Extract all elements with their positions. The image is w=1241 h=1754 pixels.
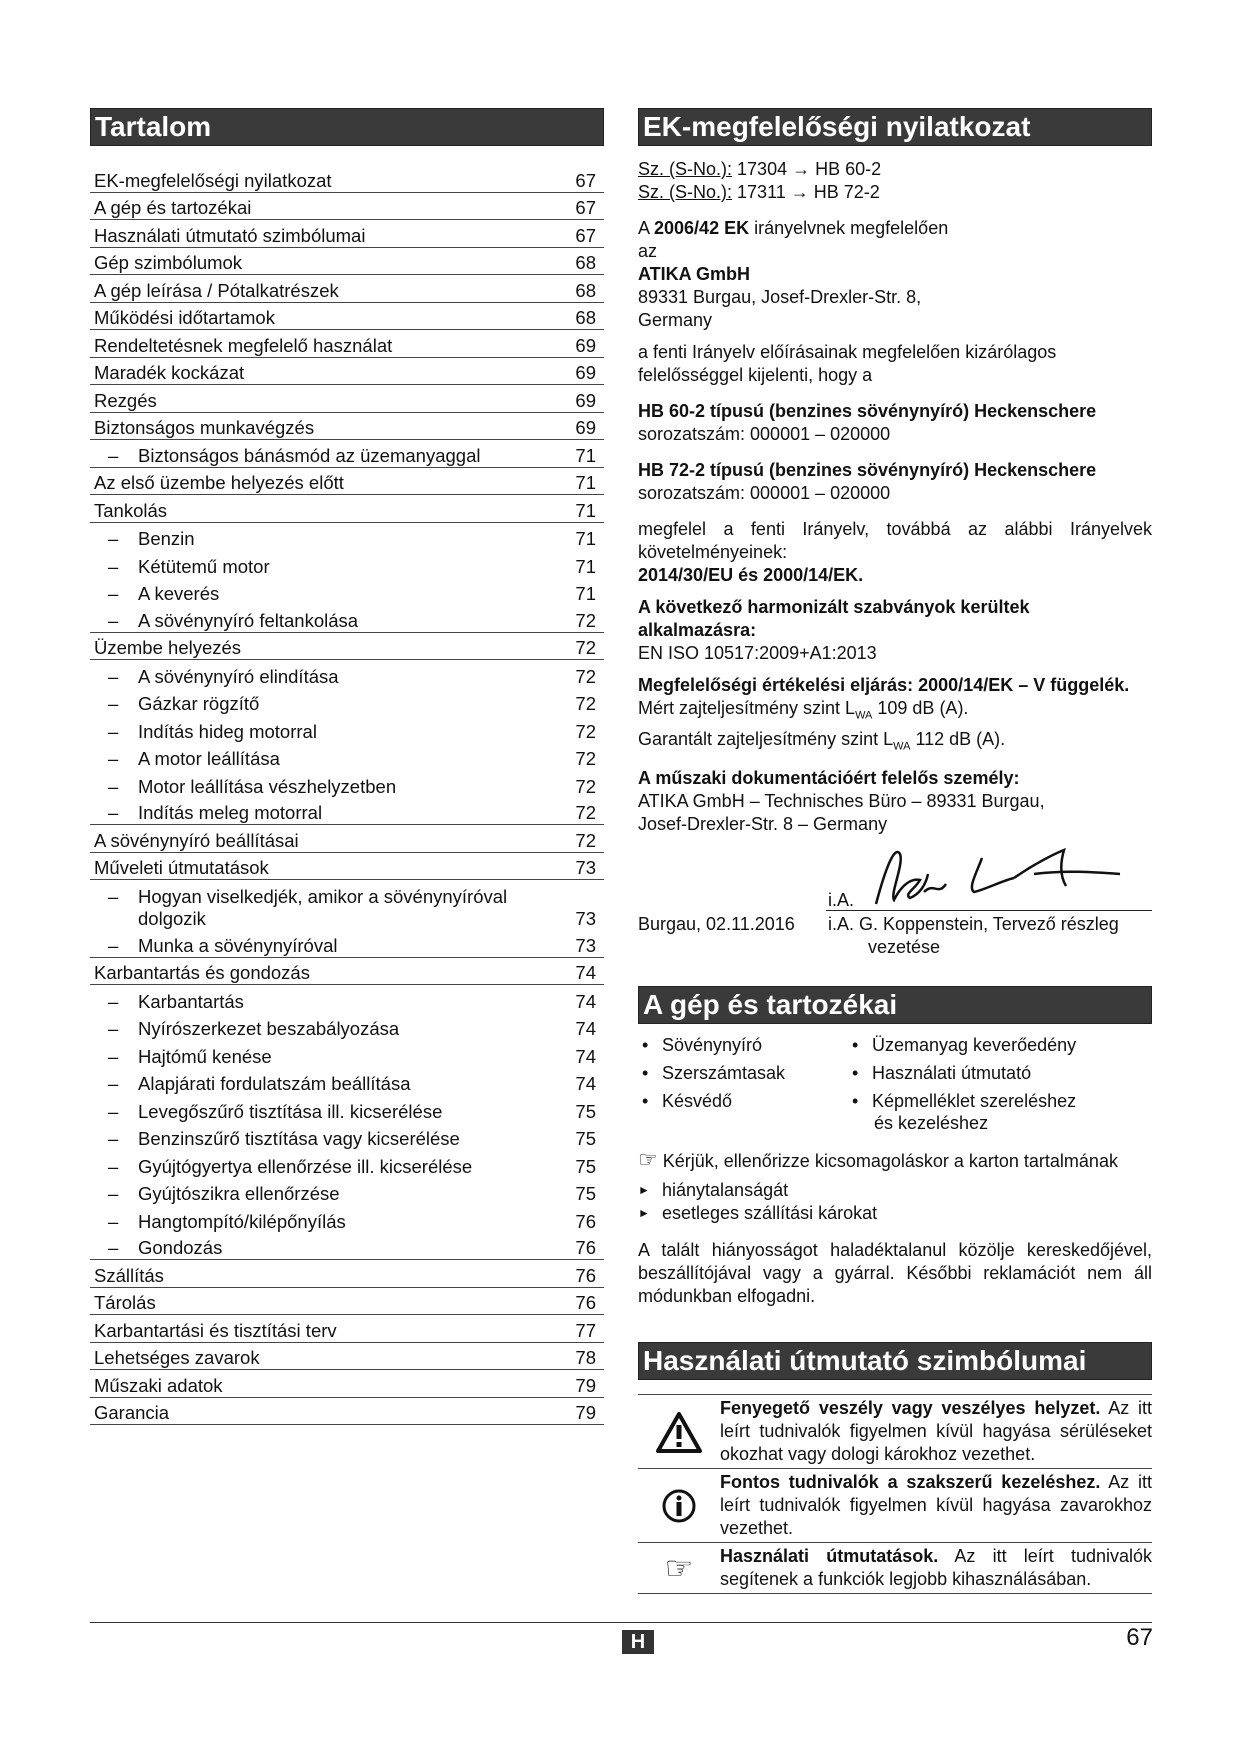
toc-row <box>90 825 604 853</box>
symbol-desc: Az itt leírt tudnivalók figyelmen kívül hagyása sérüléseket okozhat vagy dologi károkhoz vezethet. <box>720 1398 1152 1465</box>
toc-entry-page: 72 <box>575 748 596 769</box>
toc-entry-page: 75 <box>575 1183 596 1204</box>
toc-entry-page: 69 <box>575 334 596 356</box>
toc-entry-page: 76 <box>575 1264 596 1286</box>
toc-entry-title: Tárolás <box>94 1292 156 1313</box>
toc-row <box>90 468 604 496</box>
toc-entry-page: 76 <box>575 1237 596 1258</box>
toc-entry-title: – Hogyan viselkedjék, amikor a sövénynyíróval dolgozik <box>108 886 508 929</box>
toc-row <box>90 798 604 826</box>
place-date: Burgau, 02.11.2016 <box>638 914 795 935</box>
toc-row <box>90 1288 604 1316</box>
toc-entry-page: 72 <box>575 775 596 797</box>
list-item: ► esetleges szállítási károkat <box>638 1202 1152 1225</box>
serial-1: sorozatszám: 000001 – 020000 <box>638 424 891 444</box>
page-number: 67 <box>1126 1624 1153 1651</box>
footer-divider <box>90 1622 1152 1623</box>
toc-entry-title: EK-megfelelőségi nyilatkozat <box>94 169 332 191</box>
toc-row <box>90 330 604 358</box>
toc-entry-title: – Hajtómű kenése <box>94 1046 272 1068</box>
toc-row <box>90 358 604 386</box>
docs-line-2: Josef-Drexler-Str. 8 – Germany <box>638 814 888 835</box>
toc-entry-page: 67 <box>575 197 596 218</box>
symbol-title: Használati útmutatások. <box>720 1546 939 1567</box>
toc-entry-page: 71 <box>575 528 596 549</box>
toc-row <box>90 303 604 331</box>
signature-area <box>638 840 1152 958</box>
accessories-list <box>638 1034 1152 1134</box>
toc-entry-title: – Gyújtószikra ellenőrzése <box>94 1183 340 1205</box>
toc-row <box>90 743 604 771</box>
toc-entry-page: 73 <box>575 908 596 929</box>
toc-entry-page: 67 <box>575 169 596 191</box>
list-item: • Képmelléklet szereléshez <box>848 1090 1152 1112</box>
toc-entry-page: 68 <box>575 307 596 328</box>
toc-entry-title: Használati útmutató szimbólumai <box>94 224 366 246</box>
sno-label: Sz. (S-No.): <box>638 182 733 202</box>
model-2: HB 72-2 típusú (benzines sövénynyíró) Heckenschere <box>638 460 1097 480</box>
toc-entry-title: Szállítás <box>94 1264 164 1286</box>
toc-entry-title: – A keverés <box>94 583 219 605</box>
toc-row <box>90 1343 604 1371</box>
model-1: HB 60-2 típusú (benzines sövénynyíró) Heckenschere <box>638 401 1097 421</box>
toc-row <box>90 715 604 743</box>
sno-label: Sz. (S-No.): <box>638 159 733 179</box>
toc-row <box>90 1370 604 1398</box>
toc-entry-title: – Indítás hideg motorral <box>94 721 317 743</box>
toc-row <box>90 193 604 221</box>
toc-entry-page: 68 <box>575 279 596 301</box>
toc-entry-page: 67 <box>575 224 596 246</box>
toc-entry-title: Garancia <box>94 1402 170 1423</box>
toc-entry-page: 79 <box>575 1402 596 1423</box>
toc-entry-title: – Alapjárati fordulatszám beállítása <box>94 1073 411 1095</box>
sno-1: 17304 → HB 60-2 <box>737 159 882 179</box>
toc-row <box>90 985 604 1013</box>
toc-entry-title: – Indítás meleg motorral <box>94 802 322 824</box>
toc-entry-page: 71 <box>575 555 596 577</box>
toc-entry-page: 73 <box>575 857 596 878</box>
list-item: • Késvédő <box>638 1090 848 1134</box>
toc-entry-page: 71 <box>575 472 596 493</box>
toc-entry-title: – Benzinszűrő tisztítása vagy kicserélése <box>94 1128 460 1150</box>
toc-row <box>90 1178 604 1206</box>
table-row <box>638 1543 1152 1594</box>
toc-entry-page: 72 <box>575 693 596 714</box>
toc-entry-title: – Karbantartás <box>94 991 244 1013</box>
toc-entry-page: 74 <box>575 1045 596 1067</box>
toc-row <box>90 605 604 633</box>
toc-row <box>90 1040 604 1068</box>
serial-2: sorozatszám: 000001 – 020000 <box>638 483 891 503</box>
toc-entry-title: – Benzin <box>94 528 195 550</box>
signatory-cont: vezetése <box>868 937 941 958</box>
symbol-desc: Az itt leírt tudnivalók segítenek a funkciók legjobb kihasználásában. <box>720 1546 1152 1590</box>
toc-entry-page: 73 <box>575 934 596 956</box>
toc-entry-title: Az első üzembe helyezés előtt <box>94 472 344 493</box>
toc-entry-title: Biztonságos munkavégzés <box>94 417 315 438</box>
list-item: • Sövénynyíró <box>638 1034 848 1056</box>
toc-entry-title: Rezgés <box>94 389 157 411</box>
toc-entry-title: Működési időtartamok <box>94 307 275 328</box>
toc-entry-page: 78 <box>575 1347 596 1368</box>
table-row <box>638 1395 1152 1469</box>
toc-entry-page: 71 <box>575 583 596 604</box>
toc-entry-title: – A sövénynyíró feltankolása <box>94 610 358 632</box>
symbols-heading: Használati útmutató szimbólumai <box>638 1342 1152 1380</box>
toc-row <box>90 550 604 578</box>
toc-row <box>90 853 604 881</box>
directives-list: 2014/30/EU és 2000/14/EK. <box>638 565 864 585</box>
toc-row <box>90 440 604 468</box>
signature-image <box>864 834 1124 914</box>
toc-entry-title: Maradék kockázat <box>94 362 245 383</box>
toc-entry-page: 72 <box>575 720 596 742</box>
list-item: • Üzemanyag keverőedény <box>848 1034 1152 1056</box>
report-text: A talált hiányosságot haladéktalanul közölje kereskedőjével, beszállítójával vagy a gyárral. Későbbi reklamációt nem áll módunkban elfogadni. <box>638 1240 1152 1307</box>
toc-heading: Tartalom <box>90 108 604 146</box>
toc-row <box>90 1068 604 1096</box>
company-country: Germany <box>638 310 713 330</box>
toc-entry-title: – Gondozás <box>94 1237 222 1259</box>
toc-entry-page: 69 <box>575 362 596 383</box>
symbol-title: Fontos tudnivalók a szakszerű kezeléshez. <box>720 1472 1101 1493</box>
toc-row <box>90 220 604 248</box>
guaranteed-noise: Garantált zajteljesítmény szint L <box>638 728 894 749</box>
directive-number: 2006/42 EK <box>654 218 750 238</box>
pointing-hand-icon: ☞ <box>638 1147 658 1173</box>
toc-row <box>90 1233 604 1261</box>
toc-entry-page: 77 <box>575 1319 596 1341</box>
toc-entry-title: Karbantartás és gondozás <box>94 962 310 983</box>
ek-heading: EK-megfelelőségi nyilatkozat <box>638 108 1152 146</box>
toc-column <box>90 108 604 1425</box>
list-item: • Szerszámtasak <box>638 1062 848 1084</box>
toc-entry-title: Gép szimbólumok <box>94 252 243 273</box>
toc-entry-page: 72 <box>575 802 596 823</box>
az-text: az <box>638 241 658 261</box>
toc-row <box>90 1013 604 1041</box>
toc-entry-title: Műveleti útmutatások <box>94 857 269 878</box>
signature-line <box>826 910 1152 911</box>
toc-entry-page: 72 <box>575 637 596 658</box>
toc-row <box>90 958 604 986</box>
toc-entry-title: – Kétütemű motor <box>94 556 270 578</box>
right-column <box>638 108 1152 1594</box>
toc-entry-page: 71 <box>575 499 596 521</box>
toc-entry-page: 68 <box>575 252 596 273</box>
toc-entry-page: 75 <box>575 1100 596 1122</box>
symbol-title: Fenyegető veszély vagy veszélyes helyzet. <box>720 1398 1101 1419</box>
toc-row <box>90 770 604 798</box>
toc-row <box>90 633 604 661</box>
standard-text: EN ISO 10517:2009+A1:2013 <box>638 643 877 663</box>
harmonized-heading: A következő harmonizált szabványok kerültek alkalmazásra: <box>638 597 1030 640</box>
toc-entry-title: – Motor leállítása vészhelyzetben <box>94 776 396 798</box>
toc-row <box>90 385 604 413</box>
company-name: ATIKA GmbH <box>638 264 750 284</box>
toc-entry-page: 76 <box>575 1210 596 1232</box>
toc-entry-page: 75 <box>575 1128 596 1149</box>
toc-list <box>90 165 604 1425</box>
toc-entry-title: A sövénynyíró beállításai <box>94 829 299 851</box>
measured-noise: Mért zajteljesítmény szint L <box>638 698 856 718</box>
symbols-table <box>638 1394 1152 1594</box>
symbol-desc: Az itt leírt tudnivalók figyelmen kívül hagyása zavarokhoz vezethet. <box>720 1472 1153 1539</box>
toc-entry-title: – A sövénynyíró elindítása <box>94 666 339 688</box>
toc-entry-title: A gép és tartozékai <box>94 197 252 218</box>
toc-entry-page: 72 <box>575 829 596 851</box>
list-item-cont: és kezeléshez <box>874 1113 989 1134</box>
toc-entry-title: – A motor leállítása <box>94 748 280 770</box>
table-row <box>638 1469 1152 1543</box>
toc-row <box>90 1315 604 1343</box>
toc-entry-title: – Biztonságos bánásmód az üzemanyaggal <box>94 445 480 467</box>
toc-row <box>90 248 604 276</box>
toc-entry-page: 74 <box>575 962 596 983</box>
toc-entry-title: – Nyírószerkezet beszabályozása <box>94 1018 399 1040</box>
toc-entry-title: – Hangtompító/kilépőnyílás <box>94 1211 346 1233</box>
toc-row <box>90 930 604 958</box>
ia-label: i.A. <box>828 890 855 911</box>
toc-entry-title: – Levegőszűrő tisztítása ill. kicserélése <box>94 1101 442 1123</box>
toc-entry-page: 74 <box>575 1073 596 1094</box>
list-item: • Használati útmutató <box>848 1062 1152 1084</box>
toc-row <box>90 1398 604 1426</box>
toc-entry-title: Rendeltetésnek megfelelő használat <box>94 334 393 356</box>
info-icon <box>638 1469 720 1542</box>
machine-heading: A gép és tartozékai <box>638 986 1152 1024</box>
toc-row <box>90 688 604 716</box>
toc-entry-page: 71 <box>575 444 596 466</box>
declaration-text: a fenti Irányelv előírásainak megfelelően kizárólagos felelősséggel kijelenti, hogy a <box>638 342 1057 385</box>
toc-entry-page: 72 <box>575 665 596 687</box>
toc-row <box>90 578 604 606</box>
toc-row <box>90 1205 604 1233</box>
toc-entry-page: 76 <box>575 1292 596 1313</box>
toc-entry-page: 72 <box>575 609 596 631</box>
requirements-text: megfelel a fenti Irányelv, továbbá az alábbi Irányelvek követelményeinek: <box>638 519 1152 562</box>
toc-entry-page: 74 <box>575 990 596 1012</box>
toc-row <box>90 880 604 930</box>
toc-entry-title: Műszaki adatok <box>94 1374 223 1396</box>
procedure-text: Megfelelőségi értékelési eljárás: 2000/14/EK – V függelék. <box>638 675 1130 695</box>
toc-row <box>90 275 604 303</box>
toc-entry-title: Karbantartási és tisztítási terv <box>94 1319 337 1341</box>
country-badge: H <box>622 1630 654 1654</box>
toc-row <box>90 495 604 523</box>
toc-entry-title: Tankolás <box>94 499 168 521</box>
toc-entry-title: Üzembe helyezés <box>94 637 242 658</box>
warning-triangle-icon <box>638 1395 720 1468</box>
toc-row <box>90 660 604 688</box>
toc-entry-title: – Munka a sövénynyíróval <box>94 935 338 957</box>
toc-entry-page: 74 <box>575 1018 596 1039</box>
docs-line-1: ATIKA GmbH – Technisches Büro – 89331 Burgau, <box>638 791 1045 812</box>
pointing-hand-icon: ☞ <box>664 1550 694 1587</box>
ek-section: Sz. (S-No.): 17304 → HB 60-2 Sz. (S-No.): 17311 → HB 72-2 A 2006/42 EK irányelvnek megfelelően az ATIKA GmbH 89331 Burgau, Josef-Drexler-Str. 8, Germany a fenti Irányelv előírásainak megfelelően kizárólagos felelősséggel kijelenti, hogy a HB 60-2 típusú (benzines sövénynyíró) Heckenschere sorozatszám: 000001 – 020000 HB 72-2 típusú (benzines sövénynyíró) Heckenschere sorozatszám: 000001 – 020000 megfelel a fenti Irányelv, továbbá az alábbi Irányelvek követelményeinek: 2014/30/EU és 2000/14/EK. A következő harmonizált szabványok kerültek alkalmazásra: EN ISO 10517:2009+A1:2013 Megfelelőségi értékelési eljárás: 2000/14/EK – V függelék. Mért zajteljesítmény szint $L_{WA}$ 109 dB (A). Garantált zajteljesítmény szint $L_{WA}$ 112 dB (A). A műszaki dokumentációért felelős személy: ATIKA GmbH – Technisches Büro – 89331 Burgau, Josef-Drexler-Str. 8 – Germany i.A. Burgau, 02.11.2016 i.A. G. Koppenstein, Tervező részleg vezetése <box>638 159 1152 958</box>
toc-row <box>90 1150 604 1178</box>
docs-person-heading: A műszaki dokumentációért felelős személy: <box>638 768 1020 789</box>
company-address: 89331 Burgau, Josef-Drexler-Str. 8, <box>638 287 922 307</box>
toc-entry-page: 69 <box>575 417 596 438</box>
toc-row <box>90 1260 604 1288</box>
toc-entry-title: – Gyújtógyertya ellenőrzése ill. kicserélése <box>94 1156 472 1178</box>
toc-row <box>90 165 604 193</box>
toc-entry-title: Lehetséges zavarok <box>94 1347 260 1368</box>
toc-entry-page: 69 <box>575 389 596 411</box>
toc-entry-page: 79 <box>575 1374 596 1396</box>
toc-row <box>90 1123 604 1151</box>
list-item: ► hiánytalanságát <box>638 1179 1152 1202</box>
check-text: Kérjük, ellenőrizze kicsomagoláskor a karton tartalmának <box>662 1151 1118 1172</box>
toc-row <box>90 1095 604 1123</box>
toc-entry-page: 75 <box>575 1155 596 1177</box>
sno-2: 17311 → HB 72-2 <box>737 182 880 202</box>
toc-entry-title: A gép leírása / Pótalkatrészek <box>94 279 339 301</box>
toc-row <box>90 413 604 441</box>
toc-entry-title: – Gázkar rögzítő <box>94 693 259 715</box>
signatory: i.A. G. Koppenstein, Tervező részleg <box>828 914 1119 935</box>
toc-row <box>90 523 604 551</box>
